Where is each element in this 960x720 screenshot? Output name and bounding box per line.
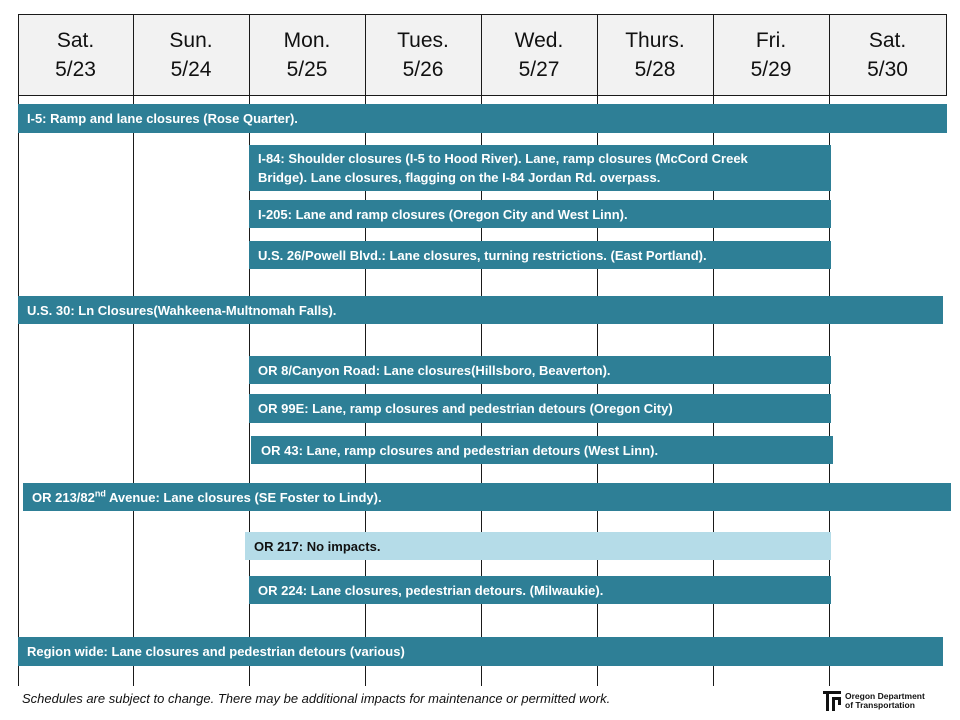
event-bar-us30[interactable] bbox=[18, 296, 943, 324]
event-label: OR 43: Lane, ramp closures and pedestrian detours (West Linn). bbox=[261, 442, 659, 458]
day-date: 5/29 bbox=[750, 58, 792, 81]
event-label bbox=[32, 488, 382, 507]
event-label: U.S. 30: Ln Closures(Wahkeena-Multnomah Falls). bbox=[27, 302, 337, 318]
day-name: Fri. bbox=[755, 29, 787, 52]
event-label-line2: Bridge). Lane closures, flagging on the I-84 Jordan Rd. overpass. bbox=[258, 170, 661, 185]
event-label: OR 217: No impacts. bbox=[254, 538, 381, 554]
day-header-sat-2 bbox=[829, 14, 946, 96]
day-header-sun bbox=[133, 14, 249, 96]
odot-logo bbox=[823, 690, 948, 712]
event-label: I-5: Ramp and lane closures (Rose Quarter). bbox=[27, 111, 298, 126]
day-name: Sun. bbox=[169, 29, 213, 52]
day-header-mon bbox=[249, 14, 365, 96]
day-name: Wed. bbox=[514, 29, 564, 52]
event-label-suffix: Avenue: Lane closures (SE Foster to Lindy). bbox=[105, 489, 382, 505]
event-label: U.S. 26/Powell Blvd.: Lane closures, turning restrictions. (East Portland). bbox=[258, 247, 707, 263]
schedule-footnote: Schedules are subject to change. There may be additional impacts for maintenance or permitted work. bbox=[22, 691, 611, 706]
event-bar-us26[interactable] bbox=[249, 241, 831, 269]
day-header-tues bbox=[365, 14, 481, 96]
day-name: Mon. bbox=[283, 29, 331, 52]
event-label: Region wide: Lane closures and pedestrian detours (various) bbox=[27, 644, 405, 659]
event-bar-or213[interactable] bbox=[23, 483, 951, 511]
event-label: OR 8/Canyon Road: Lane closures(Hillsboro, Beaverton). bbox=[258, 362, 611, 378]
day-name: Sat. bbox=[56, 29, 95, 52]
logo-text-line2: of Transportation bbox=[845, 700, 915, 710]
event-bar-or43[interactable] bbox=[251, 436, 833, 464]
day-date: 5/26 bbox=[402, 58, 444, 81]
event-label: OR 224: Lane closures, pedestrian detours. (Milwaukie). bbox=[258, 582, 604, 598]
day-header-sat-1 bbox=[18, 14, 133, 96]
day-name: Thurs. bbox=[625, 29, 685, 52]
day-date: 5/23 bbox=[55, 58, 96, 81]
day-date: 5/24 bbox=[170, 58, 212, 81]
day-date: 5/25 bbox=[286, 58, 328, 81]
event-bar-i205[interactable] bbox=[249, 200, 831, 228]
day-header-fri bbox=[713, 14, 829, 96]
odot-logo-icon bbox=[823, 691, 841, 711]
event-label-line1: I-84: Shoulder closures (I-5 to Hood River). Lane, ramp closures (McCord Creek bbox=[258, 151, 748, 166]
event-bar-or8[interactable] bbox=[249, 356, 831, 384]
event-bar-i5[interactable] bbox=[18, 104, 947, 133]
event-label: OR 99E: Lane, ramp closures and pedestrian detours (Oregon City) bbox=[258, 401, 673, 416]
day-date: 5/30 bbox=[867, 58, 908, 81]
day-name: Tues. bbox=[397, 29, 449, 52]
column-divider bbox=[946, 14, 947, 96]
day-header-wed bbox=[481, 14, 597, 96]
day-name: Sat. bbox=[868, 29, 907, 52]
day-date: 5/27 bbox=[518, 58, 560, 81]
event-label-prefix: OR 213/82 bbox=[32, 489, 95, 505]
day-header-thurs bbox=[597, 14, 713, 96]
logo-text-line1: Oregon Department bbox=[845, 691, 925, 701]
day-date: 5/28 bbox=[634, 58, 676, 81]
event-bar-i84[interactable] bbox=[249, 145, 831, 191]
event-bar-or217[interactable] bbox=[245, 532, 831, 560]
event-bar-region-wide[interactable] bbox=[18, 637, 943, 666]
ordinal-superscript: nd bbox=[94, 488, 106, 499]
event-bar-or224[interactable] bbox=[249, 576, 831, 604]
event-bar-or99e[interactable] bbox=[249, 394, 831, 423]
event-label: I-205: Lane and ramp closures (Oregon City and West Linn). bbox=[258, 206, 628, 222]
